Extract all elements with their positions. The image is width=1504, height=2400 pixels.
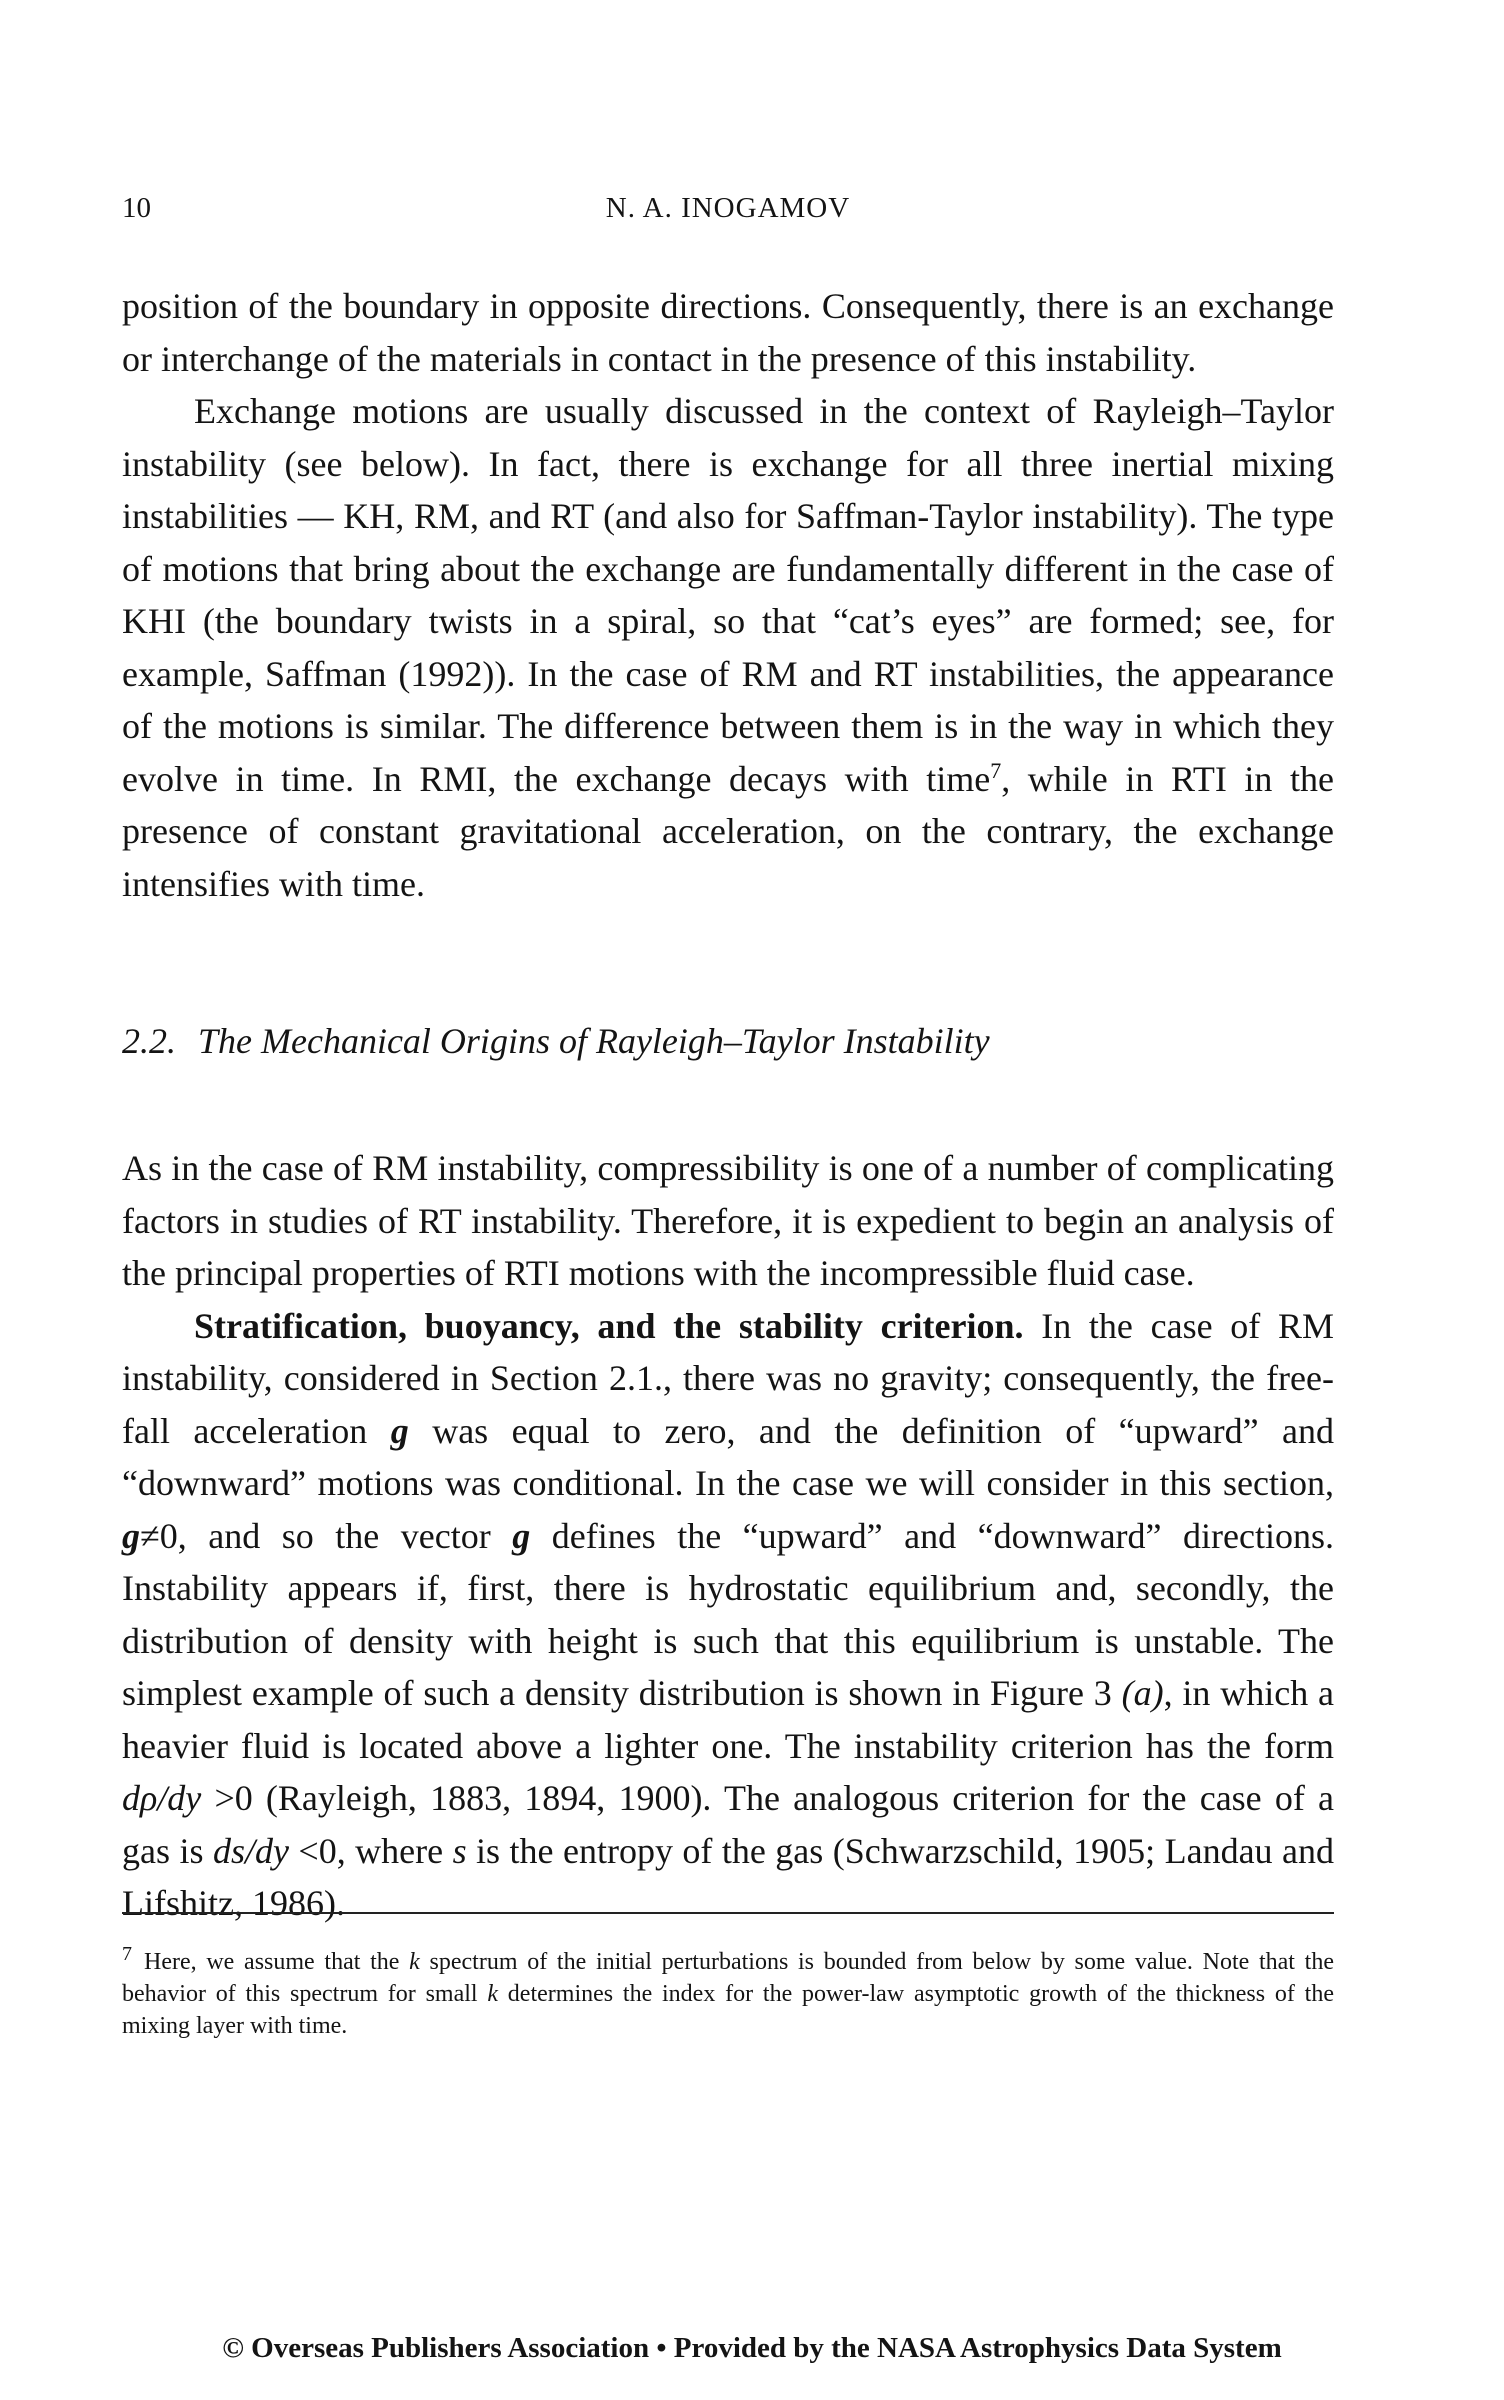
page-header <box>122 180 1334 224</box>
paragraph-exchange-text-a: Exchange motions are usually discussed in the context of Rayleigh–Taylor instability (see below). In fact, there is exchange for all three inertial mixing instabilities — KH, RM, and RT (and also for Saffman-Taylor instability). The type of motions that bring about the exchange are fundamentally different in the case of KHI (the boundary twists in a spiral, so that “cat’s eyes” are formed; see, for example, Saffman (1992)). In the case of RM and RT instabilities, the appearance of the motions is similar. The difference between them is in the way in which they evolve in time. In RMI, the exchange decays with time <box>122 391 1334 799</box>
body-block-bottom <box>122 1142 1334 1930</box>
stratification-text-1: In the case of RM instability, considered in Section 2.1., there was no gravity; consequently, the free-fall acceleration <box>122 1305 1334 1451</box>
paragraph-compressibility: As in the case of RM instability, compressibility is one of a number of complicating factors in studies of RT instability. Therefore, it is expedient to begin an analysis of the principal properties of RTI motions with the incompressible fluid case. <box>122 1148 1334 1293</box>
stratification-text-8: is the entropy of the gas (Schwarzschild, 1905; Landau and Lifshitz, 1986). <box>122 1830 1334 1923</box>
gravity-vector-symbol: g <box>122 1515 140 1556</box>
paragraph-exchange-motions <box>122 385 1334 910</box>
k-symbol: k <box>409 1949 420 1975</box>
stratification-text-4: defines the “upward” and “downward” directions. Instability appears if, first, there is hydrostatic equilibrium and, secondly, the distribution of density with height is such that this equilibrium is unstable. The simplest example of such a density distribution is shown in Figure 3 <box>122 1515 1334 1713</box>
footnote-text-3: determines the index for the power-law asymptotic growth of the thickness of the mixing layer with time. <box>122 1981 1334 2039</box>
footnote-ref-7[interactable]: 7 <box>990 757 1002 783</box>
run-in-heading: Stratification, buoyancy, and the stability criterion. <box>194 1305 1024 1346</box>
criterion-density: dρ/dy <box>122 1778 202 1818</box>
gravity-vector-symbol: g <box>390 1410 409 1451</box>
footnote-text-1: Here, we assume that the <box>144 1949 410 1975</box>
paragraph-continued: position of the boundary in opposite directions. Consequently, there is an exchange or interchange of the materials in contact in the presence of this instability. <box>122 286 1334 379</box>
section-heading <box>122 1020 990 1062</box>
page-number: 10 <box>122 192 151 224</box>
stratification-text-3: ≠0, and so the vector <box>140 1515 513 1556</box>
criterion-entropy: ds/dy <box>212 1830 289 1871</box>
body-block-top <box>122 280 1334 910</box>
footnote-7 <box>122 1938 1334 2042</box>
footnote-divider <box>122 1912 1334 1914</box>
section-title: The Mechanical Origins of Rayleigh–Taylor Instability <box>198 1021 990 1061</box>
stratification-text-2: was equal to zero, and the definition of “upward” and “downward” motions was conditional. In the case we will consider in this section, <box>122 1410 1334 1503</box>
k-symbol: k <box>487 1981 499 2007</box>
figure-reference[interactable]: (a) <box>1121 1673 1164 1713</box>
page-footer: © Overseas Publishers Association • Provided by the NASA Astrophysics Data System <box>222 2332 1282 2364</box>
section-number: 2.2. <box>122 1021 176 1061</box>
running-head: N. A. INOGAMOV <box>605 192 851 224</box>
stratification-text-6: >0 (Rayleigh, 1883, 1894, 1900). The analogous criterion for the case of a gas is <box>122 1778 1334 1871</box>
footnote-mark: 7 <box>122 1943 132 1965</box>
footnote-text-2: spectrum of the initial perturbations is bounded from below by some value. Note that the behavior of this spectrum for small <box>122 1949 1335 2007</box>
stratification-text-7: <0, where <box>288 1830 453 1871</box>
stratification-text-5: , in which a heavier fluid is located above a lighter one. The instability criterion has the form <box>122 1673 1334 1766</box>
gravity-vector-symbol: g <box>512 1515 531 1556</box>
paragraph-stratification <box>122 1300 1334 1930</box>
paragraph-exchange-text-b: , while in RTI in the presence of constant gravitational acceleration, on the contrary, the exchange intensifies with time. <box>122 758 1334 904</box>
entropy-symbol: s <box>452 1830 467 1871</box>
